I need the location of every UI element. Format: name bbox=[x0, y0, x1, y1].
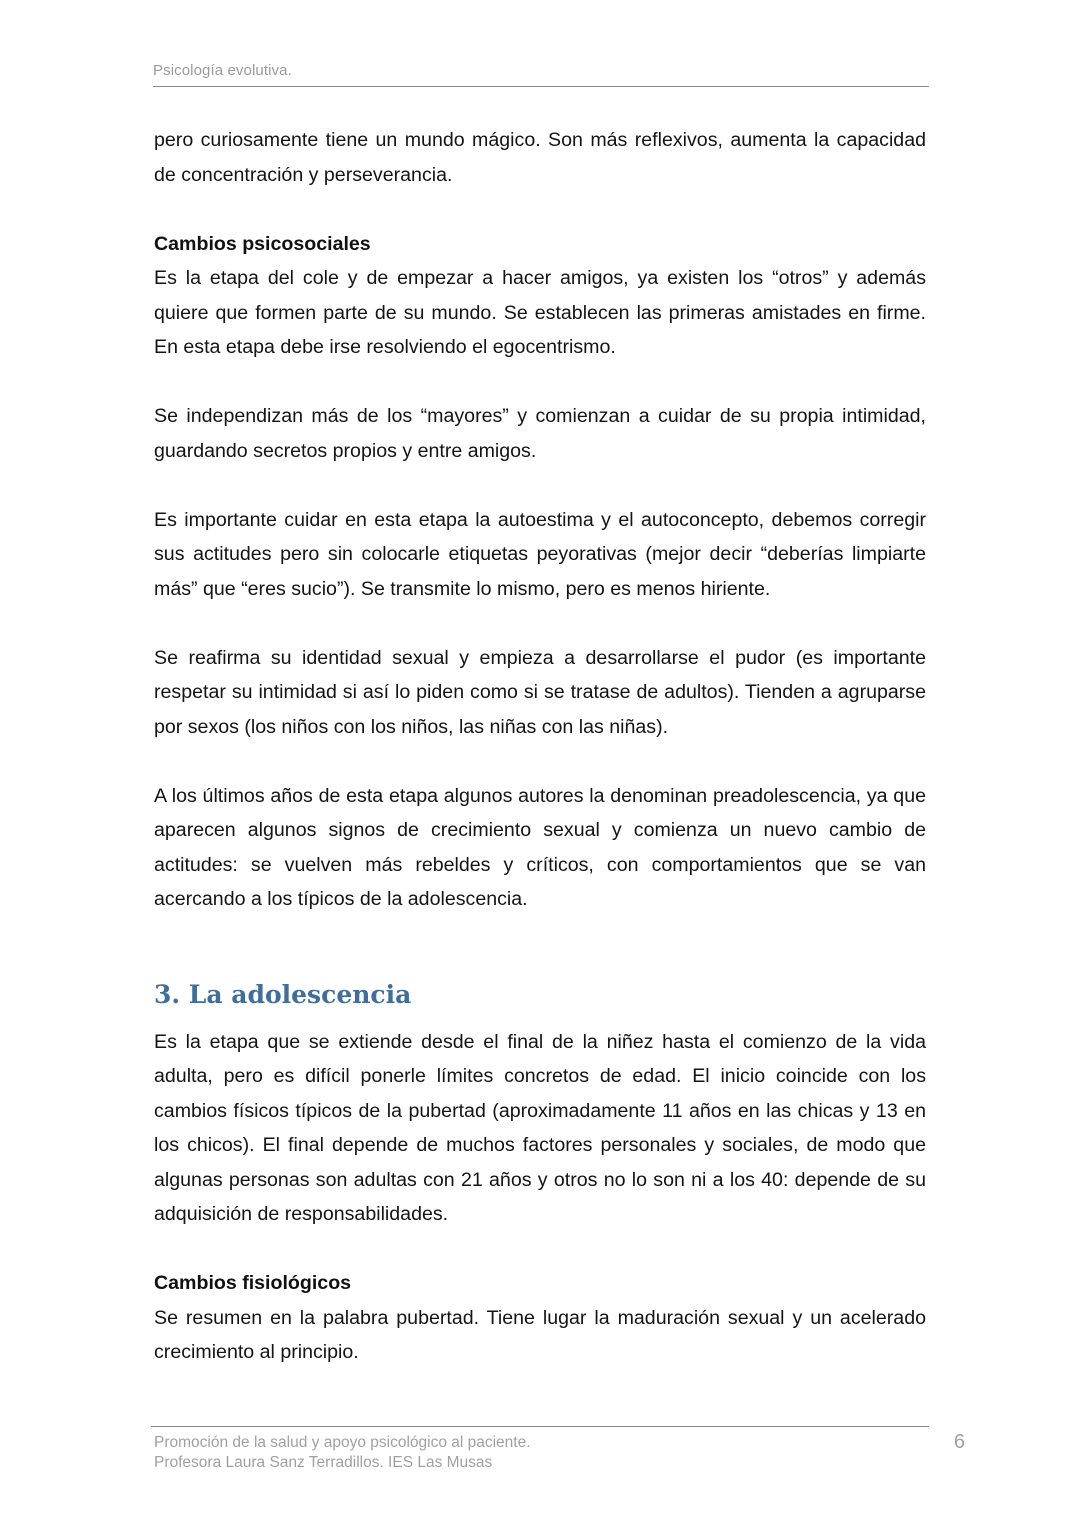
page-content bbox=[154, 123, 926, 1370]
page-footer bbox=[151, 1426, 965, 1471]
page-number: 6 bbox=[953, 1431, 965, 1453]
paragraph-psicosociales-5: A los últimos años de esta etapa algunos autores la denominan preadolescencia, ya que aparecen algunos signos de crecimiento sexual y comienza un nuevo cambio de actitudes: se vuelven más rebeldes y críticos, con comportamientos que se van acercando a los típicos de la adolescencia. bbox=[154, 784, 926, 910]
subheading-psicosociales: Cambios psicosociales bbox=[154, 232, 371, 255]
footer-text bbox=[154, 1433, 531, 1473]
header-title: Psicología evolutiva. bbox=[153, 62, 292, 79]
subheading-fisiologicos: Cambios fisiológicos bbox=[154, 1272, 352, 1294]
section-title-adolescencia: 3. La adolescencia bbox=[154, 979, 412, 1009]
footer-line-author: Profesora Laura Sanz Terradillos. IES Las Musas bbox=[154, 1454, 493, 1471]
paragraph-psicosociales-2: Se independizan más de los “mayores” y comienzan a cuidar de su propia intimidad, guardando secretos propios y entre amigos. bbox=[154, 405, 926, 462]
paragraph-psicosociales-3: Es importante cuidar en esta etapa la autoestima y el autoconcepto, debemos corregir sus actitudes pero sin colocarle etiquetas peyorativas (mejor decir “deberías limpiarte más” que “eres sucio”). Se transmite lo mismo, pero es menos hiriente. bbox=[154, 508, 926, 600]
paragraph-psicosociales-1: Es la etapa del cole y de empezar a hacer amigos, ya existen los “otros” y además quiere que formen parte de su mundo. Se establecen las primeras amistades en firme. En esta etapa debe irse resolviendo el egocentrismo. bbox=[154, 267, 926, 358]
footer-line-course: Promoción de la salud y apoyo psicológico al paciente. bbox=[154, 1434, 531, 1451]
paragraph-adolescencia-1: Es la etapa que se extiende desde el final de la niñez hasta el comienzo de la vida adulta, pero es difícil ponerle límites concretos de edad. El inicio coincide con los cambios físicos típicos de la pubertad (aproximadamente 11 años en las chicas y 13 en los chicos). El final depende de muchos factores personales y sociales, de modo que algunas personas son adultas con 21 años y otros no lo son ni a los 40: depende de su adquisición de responsabilidades. bbox=[154, 1030, 926, 1225]
paragraph-fisiologicos: Se resumen en la palabra pubertad. Tiene lugar la maduración sexual y un acelerado crecimiento al principio. bbox=[154, 1306, 926, 1363]
paragraph-psicosociales-4: Se reafirma su identidad sexual y empieza a desarrollarse el pudor (es importante respetar su intimidad si así lo piden como si se tratase de adultos). Tienden a agruparse por sexos (los niños con los niños, las niñas con las niñas). bbox=[154, 646, 926, 738]
page-header bbox=[153, 62, 929, 87]
intro-paragraph: pero curiosamente tiene un mundo mágico. Son más reflexivos, aumenta la capacidad de concentración y perseverancia. bbox=[154, 129, 926, 186]
